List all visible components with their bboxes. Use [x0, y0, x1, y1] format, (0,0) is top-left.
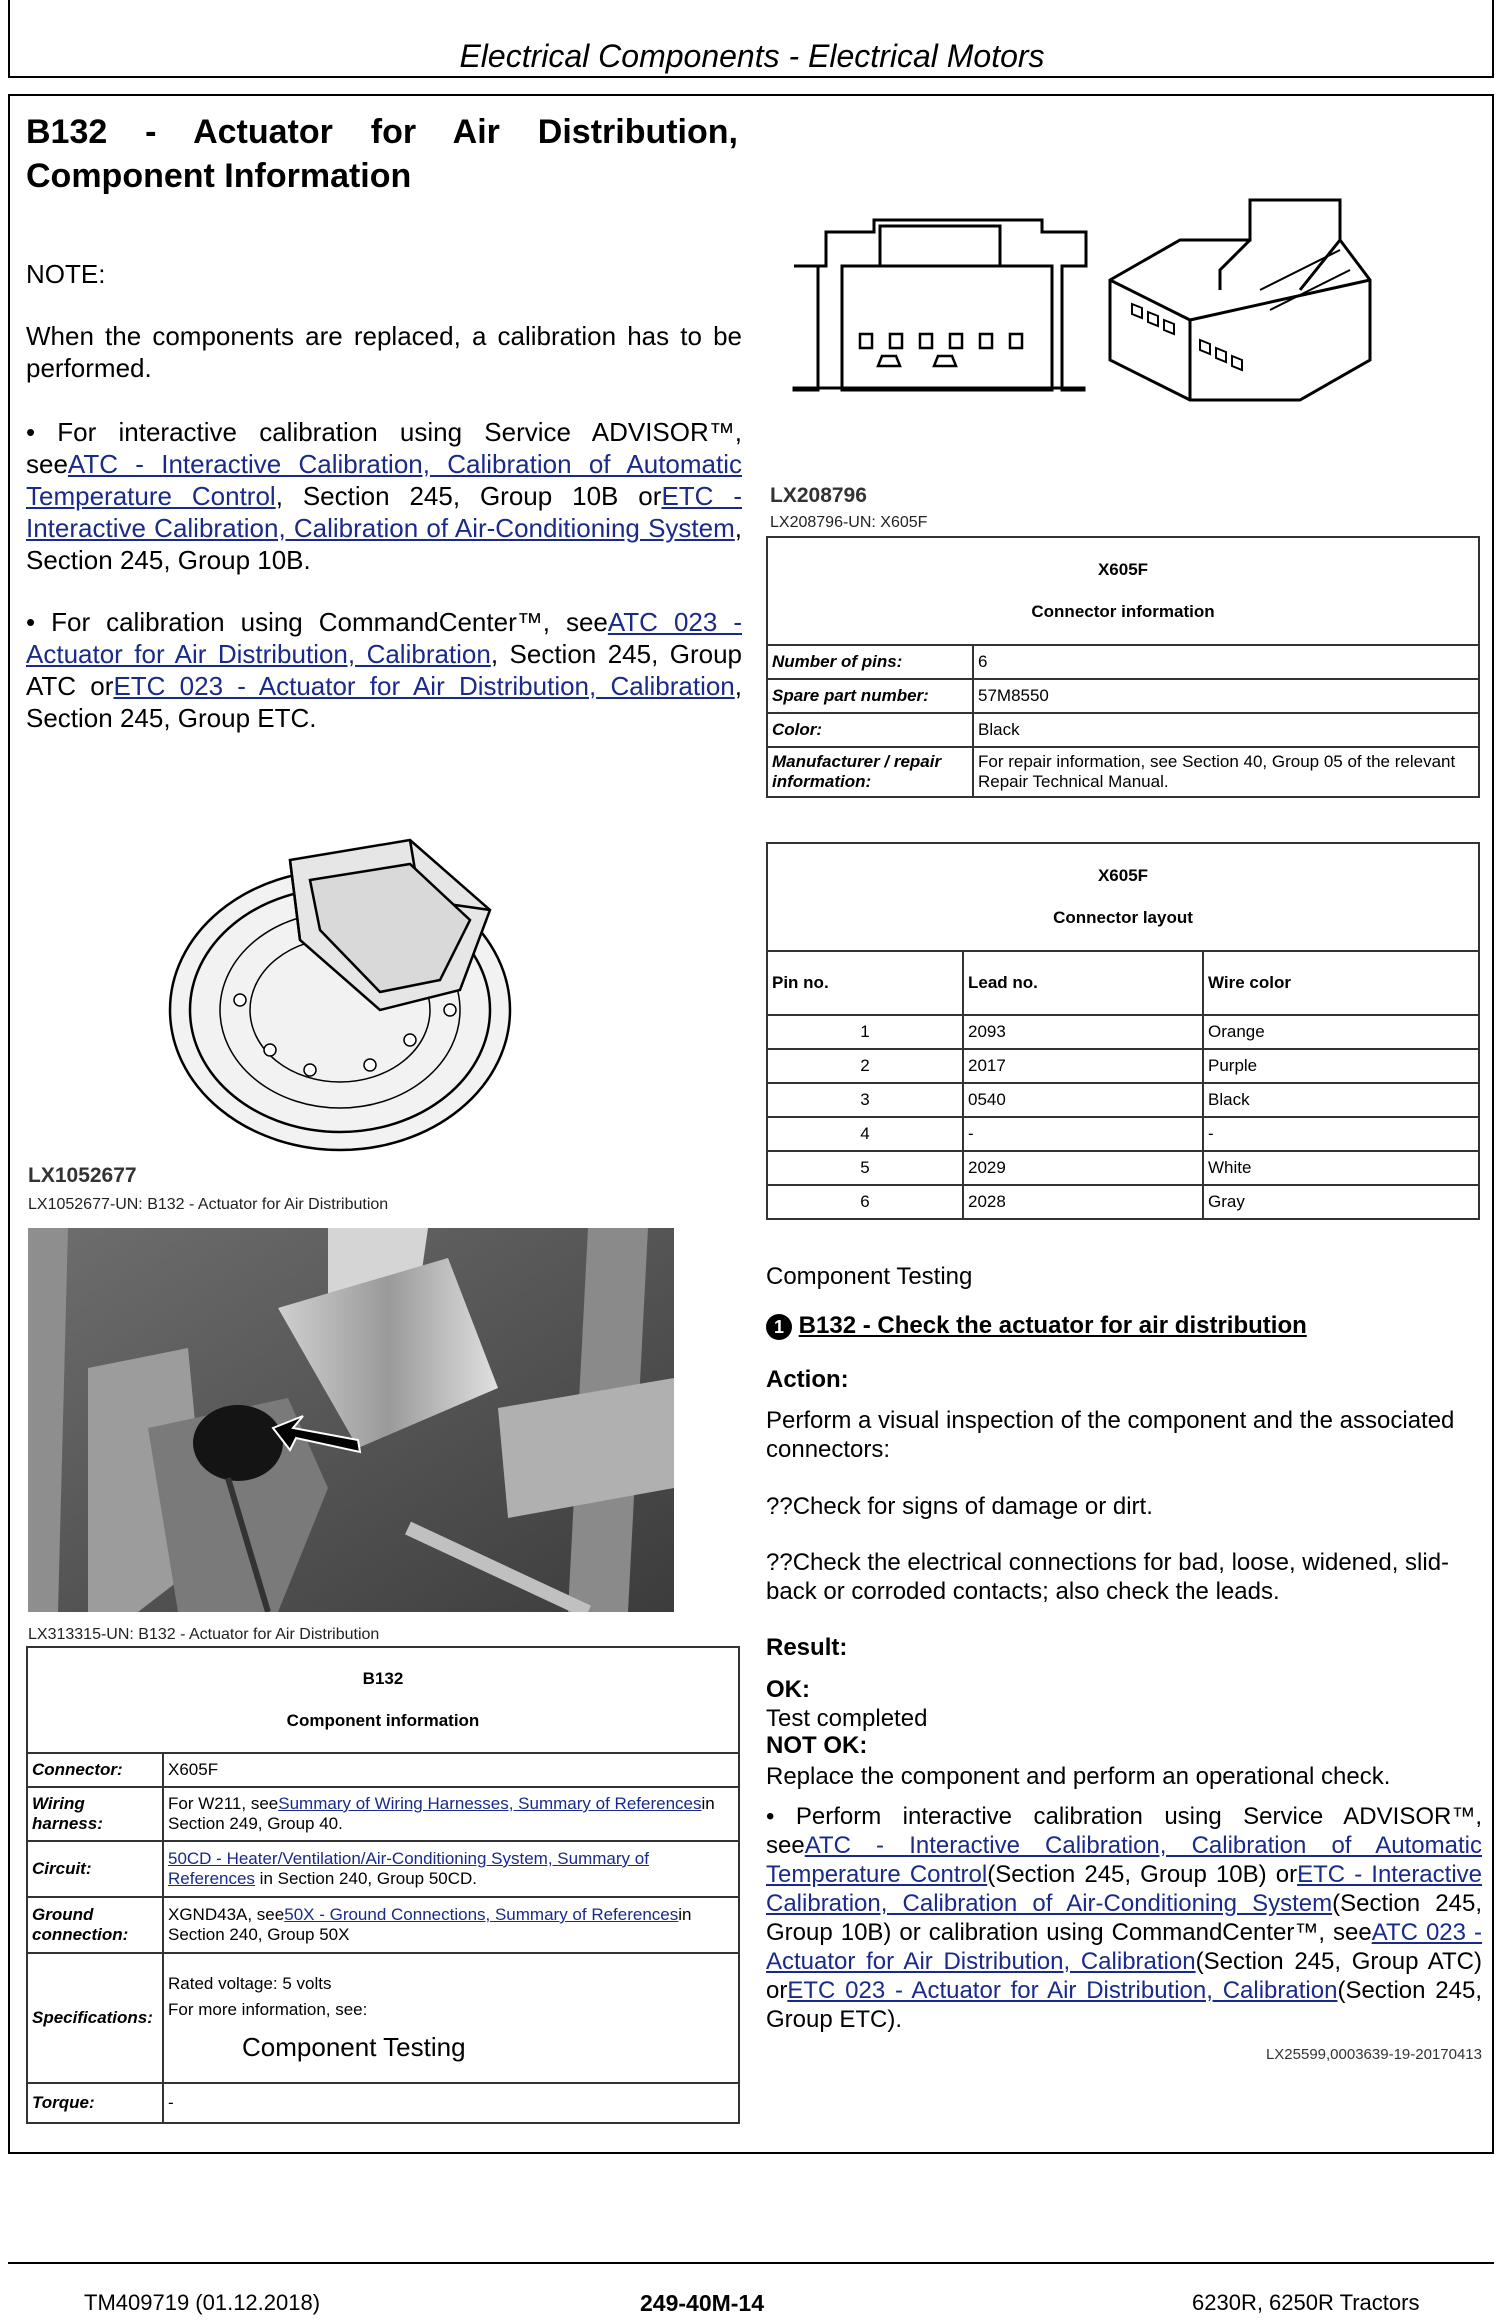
link-etc-interactive-calibration[interactable]: ETC - Interactive Calibration, Calibration of Air-Conditioning System [26, 481, 743, 543]
pin-number: 2 [767, 1049, 963, 1083]
actuator-drawing [160, 820, 520, 1160]
connector-layout-header [767, 843, 1479, 951]
section-title-line1: B132 - Actuator for Air Distribution, [26, 113, 738, 151]
footer-model: 6230R, 6250R Tractors [1192, 2290, 1420, 2315]
connector-layout-col-header: Wire color [1203, 951, 1479, 1015]
connector-info-value: 57M8550 [973, 679, 1479, 713]
connector-info-table [766, 536, 1480, 798]
test-step-title [766, 1312, 1307, 1340]
lead-number: 2017 [963, 1049, 1203, 1083]
wire-color: Purple [1203, 1049, 1479, 1083]
notok-label: NOT OK: [766, 1732, 868, 1759]
lead-number: 2028 [963, 1185, 1203, 1219]
wire-color: - [1203, 1117, 1479, 1151]
component-info-table [26, 1646, 740, 2124]
link-etc-023-calibration[interactable]: ETC 023 - Actuator for Air Distribution, Calibration [113, 671, 735, 701]
component-info-subtitle: Component information [286, 1711, 480, 1730]
reference-id: LX25599,0003639-19-20170413 [1265, 2046, 1482, 2063]
bullet-post: (Section 245, Group ETC). [766, 1977, 1482, 2033]
check-item: ??Check for signs of damage or dirt. [766, 1493, 1153, 1520]
figure-id-connector: LX208796 [770, 484, 867, 507]
note-label: NOTE: [26, 259, 106, 289]
bullet-mid-1: (Section 245, Group 10B) or [987, 1861, 1298, 1888]
lead-number: 0540 [963, 1083, 1203, 1117]
link-atc-interactive-calibration[interactable]: ATC - Interactive Calibration, Calibration of Automatic Temperature Control [26, 449, 742, 511]
table-row [767, 1151, 1479, 1185]
ok-label: OK: [766, 1676, 810, 1703]
table-row [767, 1015, 1479, 1049]
actuator-location-photo [28, 1228, 674, 1612]
table-row [767, 1083, 1479, 1117]
table-row [767, 1049, 1479, 1083]
connector-layout-col-header: Lead no. [963, 951, 1203, 1015]
link-etc-023-calibration[interactable]: ETC 023 - Actuator for Air Distribution, Calibration [787, 1977, 1338, 2004]
component-info-wiring-value [163, 1787, 739, 1841]
figure-caption-actuator: LX1052677-UN: B132 - Actuator for Air Distribution [28, 1196, 389, 1213]
component-info-ground-value [163, 1897, 739, 1953]
pin-number: 1 [767, 1015, 963, 1049]
connector-info-value: Black [973, 713, 1479, 747]
wiring-post: in Section 249, Group 40. [168, 1794, 715, 1833]
link-atc-interactive-calibration[interactable]: ATC - Interactive Calibration, Calibration of Automatic Temperature Control [766, 1832, 1482, 1888]
connector-layout-subtitle: Connector layout [1053, 908, 1193, 927]
spec-line-1: Rated voltage: 5 volts [168, 1973, 332, 1993]
bullet-mid-3: (Section 245, Group ATC) or [766, 1948, 1482, 2004]
step-number-badge: 1 [766, 1314, 792, 1340]
table-row [767, 1185, 1479, 1219]
connector-layout-table [766, 842, 1480, 1220]
component-info-label: Ground connection: [27, 1897, 163, 1953]
lead-number: - [963, 1117, 1203, 1151]
note-bullet-2 [26, 606, 742, 734]
figure-id-actuator: LX1052677 [28, 1164, 137, 1187]
component-info-header [27, 1647, 739, 1753]
section-title-line2: Component Information [26, 157, 412, 195]
link-etc-interactive-calibration[interactable]: ETC - Interactive Calibration, Calibration of Air-Conditioning System [766, 1861, 1483, 1917]
spec-line-2: For more information, see: [168, 1999, 368, 2019]
note-bullet-1-mid: , Section 245, Group 10B or [275, 481, 662, 511]
pin-number: 5 [767, 1151, 963, 1185]
figure-caption-connector: LX208796-UN: X605F [770, 514, 928, 531]
connector-info-subtitle: Connector information [1031, 602, 1215, 621]
component-info-label: Connector: [27, 1753, 163, 1787]
connector-info-value: For repair information, see Section 40, Group 05 of the relevant Repair Technical Manual. [973, 747, 1479, 797]
link-50x-ground-connections[interactable]: 50X - Ground Connections, Summary of References [284, 1905, 679, 1924]
footer-page-number: 249-40M-14 [640, 2290, 765, 2316]
component-info-title: B132 [362, 1669, 404, 1688]
lead-number: 2029 [963, 1151, 1203, 1185]
component-info-spec-value [163, 1953, 739, 2083]
component-info-circuit-value [163, 1841, 739, 1897]
result-label: Result: [766, 1634, 848, 1661]
testing-heading: Component Testing [766, 1263, 973, 1290]
ground-pre: XGND43A, see [168, 1905, 285, 1924]
pin-number: 6 [767, 1185, 963, 1219]
connector-info-label: Color: [767, 713, 973, 747]
component-info-connector-value: X605F [163, 1753, 739, 1787]
pin-number: 3 [767, 1083, 963, 1117]
connector-info-value: 6 [973, 645, 1479, 679]
lead-number: 2093 [963, 1015, 1203, 1049]
connector-info-title: X605F [1097, 560, 1149, 579]
wire-color: White [1203, 1151, 1479, 1185]
wiring-pre: For W211, see [168, 1794, 279, 1813]
wire-color: Black [1203, 1083, 1479, 1117]
connector-layout-title: X605F [1097, 866, 1149, 885]
connector-layout-col-header: Pin no. [767, 951, 963, 1015]
step-title-text: B132 - Check the actuator for air distribution [798, 1312, 1307, 1339]
link-atc-023-calibration[interactable]: ATC 023 - Actuator for Air Distribution, Calibration [26, 607, 742, 669]
link-50cd-hvac-system[interactable]: 50CD - Heater/Ventilation/Air-Conditioning System, Summary of References [168, 1849, 649, 1888]
wire-color: Gray [1203, 1185, 1479, 1219]
action-text: Perform a visual inspection of the component and the associated connectors: [766, 1407, 1455, 1463]
bullet-mid-2: (Section 245, Group 10B) or calibration using CommandCenter™, see [766, 1890, 1482, 1946]
connector-drawing [780, 180, 1500, 420]
calibration-bullet [766, 1802, 1482, 2034]
note-bullet-2-post: , Section 245, Group ETC. [26, 671, 742, 733]
note-text: When the components are replaced, a calibration has to be performed. [26, 321, 742, 383]
note-bullet-2-mid: , Section 245, Group ATC or [26, 639, 743, 701]
component-info-label: Circuit: [27, 1841, 163, 1897]
action-label: Action: [766, 1366, 849, 1393]
pin-number: 4 [767, 1117, 963, 1151]
note-bullet-1-pre: • For interactive calibration using Service ADVISOR™, see [26, 417, 742, 479]
footer-divider [8, 2262, 1494, 2264]
note-bullet-1 [26, 416, 742, 576]
component-info-label: Torque: [27, 2083, 163, 2123]
link-summary-of-wiring-harnesses[interactable]: Summary of Wiring Harnesses, Summary of References [278, 1794, 702, 1813]
bullet-pre: • Perform interactive calibration using Service ADVISOR™, see [766, 1803, 1482, 1859]
note-bullet-2-pre: • For calibration using CommandCenter™, see [26, 607, 608, 637]
link-atc-023-calibration[interactable]: ATC 023 - Actuator for Air Distribution, Calibration [766, 1919, 1483, 1975]
component-info-label: Specifications: [27, 1953, 163, 2083]
connector-info-label: Number of pins: [767, 645, 973, 679]
component-info-torque-value: - [163, 2083, 739, 2123]
wire-color: Orange [1203, 1015, 1479, 1049]
table-row [767, 1117, 1479, 1151]
connector-info-header [767, 537, 1479, 645]
component-info-label: Wiring harness: [27, 1787, 163, 1841]
note-bullet-1-post: , Section 245, Group 10B. [26, 513, 742, 575]
page-header-title: Electrical Components - Electrical Motors [459, 38, 1045, 74]
footer-doc-id: TM409719 (01.12.2018) [84, 2290, 321, 2315]
circuit-post: in Section 240, Group 50CD. [254, 1869, 478, 1888]
ok-text: Test completed [766, 1705, 928, 1732]
notok-text: Replace the component and perform an operational check. [766, 1763, 1391, 1790]
section-title [26, 110, 738, 198]
ground-post: in Section 240, Group 50X [168, 1905, 692, 1944]
spec-component-testing: Component Testing [242, 2031, 466, 2062]
figure-caption-location: LX313315-UN: B132 - Actuator for Air Distribution [28, 1626, 380, 1643]
check-item: ??Check the electrical connections for bad, loose, widened, slid-back or corroded contacts; also check the leads. [766, 1549, 1450, 1605]
connector-info-label: Spare part number: [767, 679, 973, 713]
connector-info-label: Manufacturer / repair information: [767, 747, 973, 797]
